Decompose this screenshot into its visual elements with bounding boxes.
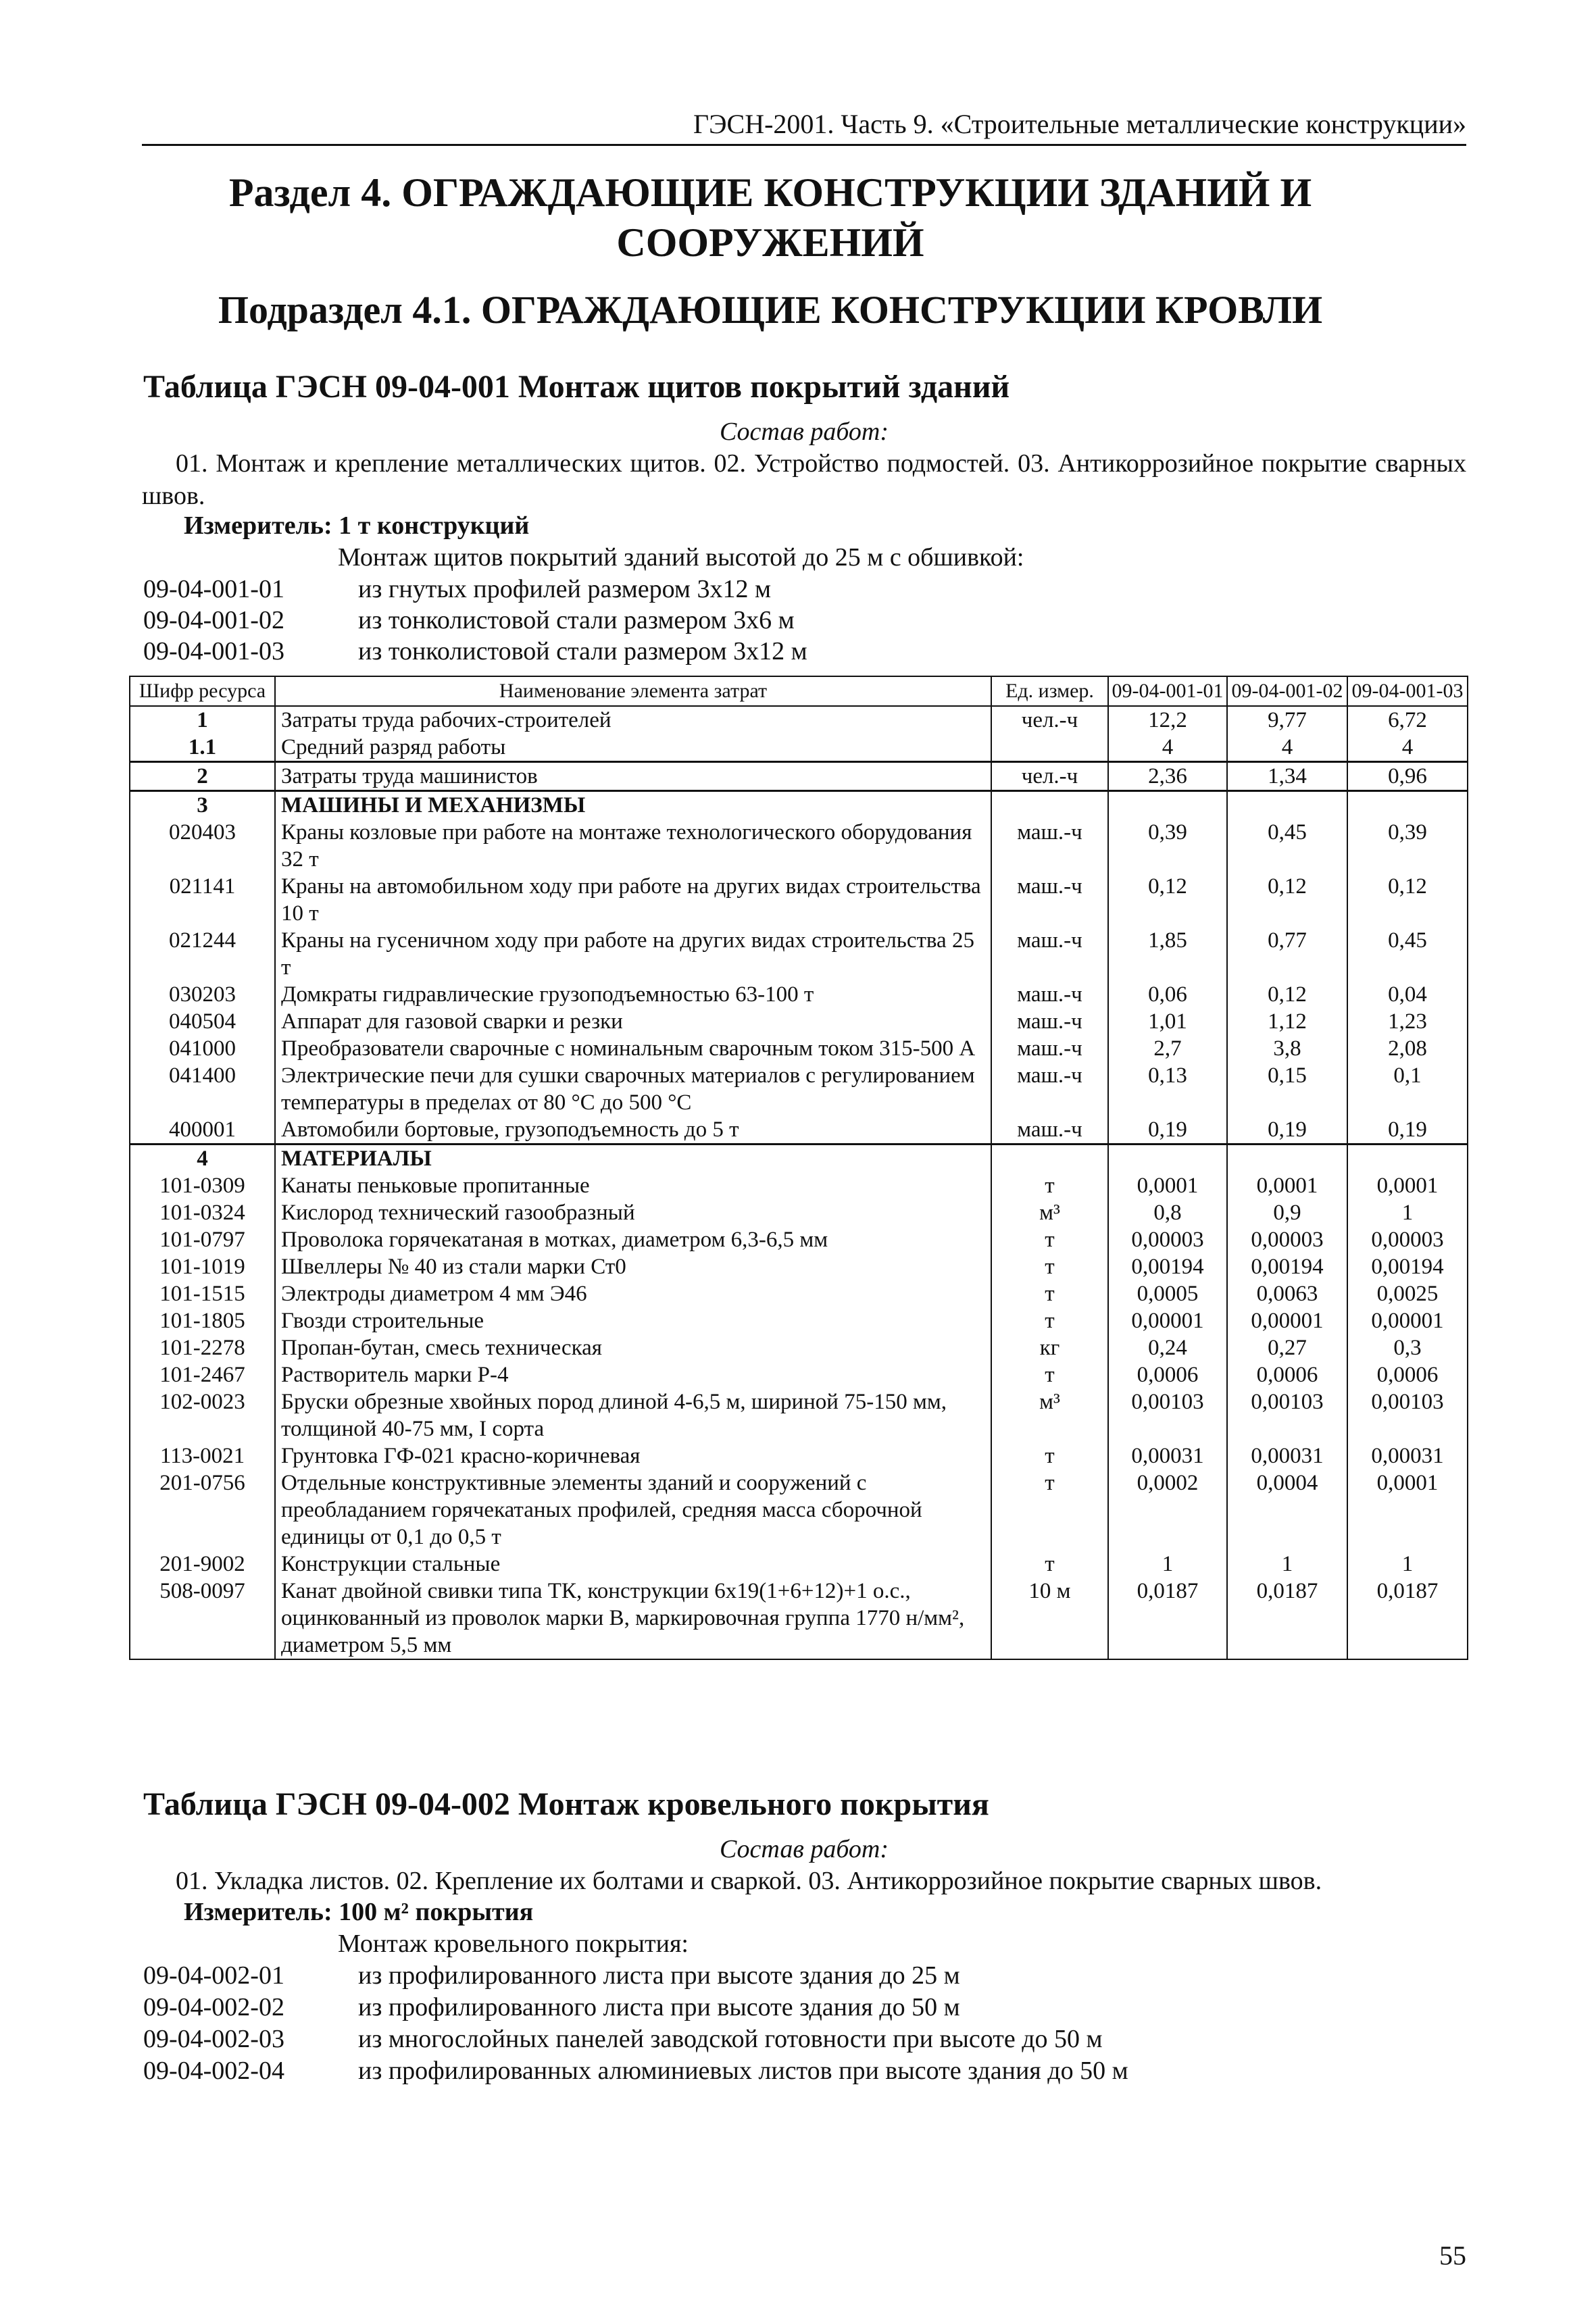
cell-name: Краны на автомобильном ходу при работе на других видах строительства 10 т (275, 873, 991, 927)
table-row (130, 1334, 1468, 1361)
cell-name: Автомобили бортовые, грузоподъемность до 5 т (275, 1116, 991, 1145)
page-number: 55 (1439, 2240, 1466, 2271)
cell-name: Растворитель марки Р-4 (275, 1361, 991, 1388)
col-header-name: Наименование элемента затрат (275, 676, 991, 706)
table-row (130, 1253, 1468, 1280)
cell-v2: 0,0006 (1227, 1361, 1347, 1388)
cell-v3 (1347, 1145, 1468, 1173)
table-row (130, 791, 1468, 820)
cell-code: 4 (130, 1145, 275, 1173)
cell-code: 101-1019 (130, 1253, 275, 1280)
cell-unit: маш.-ч (991, 1008, 1108, 1035)
cell-v2: 4 (1227, 734, 1347, 762)
cell-unit: т (991, 1307, 1108, 1334)
cell-v2 (1227, 791, 1347, 820)
cell-unit: т (991, 1442, 1108, 1469)
table1-variant (143, 574, 771, 604)
cell-v1: 0,00001 (1108, 1307, 1227, 1334)
cell-v3: 0,19 (1347, 1116, 1468, 1145)
table1-title: Таблица ГЭСН 09-04-001 Монтаж щитов покрытий зданий (143, 369, 1010, 405)
table-row (130, 981, 1468, 1008)
cell-v2: 0,0004 (1227, 1469, 1347, 1551)
cell-v2: 0,0001 (1227, 1172, 1347, 1199)
cell-v3: 0,0001 (1347, 1172, 1468, 1199)
cell-v2: 0,00001 (1227, 1307, 1347, 1334)
cell-v1: 0,00003 (1108, 1226, 1227, 1253)
cell-code: 101-1515 (130, 1280, 275, 1307)
variant-code: 09-04-001-03 (143, 637, 284, 665)
table1-variant (143, 605, 795, 635)
section-title-line1: Раздел 4. ОГРАЖДАЮЩИЕ КОНСТРУКЦИИ ЗДАНИЙ И (228, 170, 1312, 215)
cell-unit: кг (991, 1334, 1108, 1361)
cell-v1 (1108, 791, 1227, 820)
cell-v2: 0,27 (1227, 1334, 1347, 1361)
cell-name: Краны козловые при работе на монтаже технологического оборудования 32 т (275, 819, 991, 873)
cell-v3: 0,0187 (1347, 1578, 1468, 1659)
cell-v3: 0,3 (1347, 1334, 1468, 1361)
cell-v2: 0,9 (1227, 1199, 1347, 1226)
cell-name: Проволока горячекатаная в мотках, диаметром 6,3-6,5 мм (275, 1226, 991, 1253)
table-row (130, 1199, 1468, 1226)
cell-name: Гвозди строительные (275, 1307, 991, 1334)
cell-unit: маш.-ч (991, 819, 1108, 873)
table2-variant (143, 2056, 1128, 2086)
cell-name: Конструкции стальные (275, 1551, 991, 1578)
cell-v2: 0,0063 (1227, 1280, 1347, 1307)
cell-name: Бруски обрезные хвойных пород длиной 4-6,5 м, шириной 75-150 мм, толщиной 40-75 мм, I сорта (275, 1388, 991, 1442)
cell-code: 021141 (130, 873, 275, 927)
cell-code: 113-0021 (130, 1442, 275, 1469)
cell-name: Затраты труда машинистов (275, 762, 991, 791)
cell-name: Грунтовка ГФ-021 красно-коричневая (275, 1442, 991, 1469)
table2-work-text: 01. Укладка листов. 02. Крепление их болтами и сваркой. 03. Антикоррозийное покрытие сварных швов. (176, 1867, 1322, 1895)
cell-unit: т (991, 1280, 1108, 1307)
cell-code: 101-0309 (130, 1172, 275, 1199)
cell-v1: 12,2 (1108, 706, 1227, 734)
cell-code: 201-9002 (130, 1551, 275, 1578)
cell-v2: 0,19 (1227, 1116, 1347, 1145)
cell-v1: 0,00031 (1108, 1442, 1227, 1469)
variant-code: 09-04-001-01 (143, 575, 284, 603)
cell-code: 102-0023 (130, 1388, 275, 1442)
cell-code: 101-2278 (130, 1334, 275, 1361)
cell-v2: 9,77 (1227, 706, 1347, 734)
cell-v3: 0,04 (1347, 981, 1468, 1008)
cell-unit: м³ (991, 1388, 1108, 1442)
cell-unit: маш.-ч (991, 1062, 1108, 1116)
variant-text: из профилированных алюминиевых листов при высоте здания до 50 м (358, 2057, 1128, 2085)
cell-unit: чел.-ч (991, 706, 1108, 734)
cell-unit: т (991, 1469, 1108, 1551)
cell-v3: 0,0006 (1347, 1361, 1468, 1388)
variant-text: из тонколистовой стали размером 3х12 м (358, 637, 807, 665)
cell-v2: 0,45 (1227, 819, 1347, 873)
cell-name: Электрические печи для сушки сварочных материалов с регулированием температуры в пределах от 80 °С до 500 °С (275, 1062, 991, 1116)
cell-v1: 0,13 (1108, 1062, 1227, 1116)
cell-code: 1.1 (130, 734, 275, 762)
variant-code: 09-04-002-04 (143, 2057, 284, 2085)
variant-text: из профилированного листа при высоте здания до 50 м (358, 1993, 960, 2021)
table1-variant (143, 636, 807, 666)
cell-v2: 0,12 (1227, 873, 1347, 927)
cell-v2 (1227, 1145, 1347, 1173)
cell-v3: 0,00194 (1347, 1253, 1468, 1280)
cell-v1: 0,0001 (1108, 1172, 1227, 1199)
cell-v3: 4 (1347, 734, 1468, 762)
cell-v2: 0,00194 (1227, 1253, 1347, 1280)
cell-code: 400001 (130, 1116, 275, 1145)
cell-v1: 0,06 (1108, 981, 1227, 1008)
cell-v2: 0,00031 (1227, 1442, 1347, 1469)
table-row (130, 706, 1468, 734)
cell-unit (991, 1145, 1108, 1173)
variant-code: 09-04-001-02 (143, 606, 284, 634)
cell-name: МАШИНЫ И МЕХАНИЗМЫ (275, 791, 991, 820)
cell-v1: 1,01 (1108, 1008, 1227, 1035)
table-row (130, 1226, 1468, 1253)
cell-v3: 0,00001 (1347, 1307, 1468, 1334)
cell-v1: 0,8 (1108, 1199, 1227, 1226)
table-row (130, 1062, 1468, 1116)
cell-unit: м³ (991, 1199, 1108, 1226)
cell-v1: 0,0187 (1108, 1578, 1227, 1659)
table-row (130, 1307, 1468, 1334)
col-header-v3: 09-04-001-03 (1347, 676, 1468, 706)
table1-work-text: 01. Монтаж и крепление металлических щитов. 02. Устройство подмостей. 03. Антикоррозийное покрытие сварных швов. (142, 449, 1466, 510)
cell-unit (991, 791, 1108, 820)
cell-v1: 4 (1108, 734, 1227, 762)
cell-v3: 0,12 (1347, 873, 1468, 927)
cell-v1: 0,24 (1108, 1334, 1227, 1361)
cell-unit (991, 734, 1108, 762)
variant-text: из тонколистовой стали размером 3х6 м (358, 606, 795, 634)
cell-v3: 0,0001 (1347, 1469, 1468, 1551)
cell-name: Канат двойной свивки типа ТК, конструкции 6х19(1+6+12)+1 о.с., оцинкованный из проволок марки В, маркировочная группа 1770 н/мм², диаметром 5,5 мм (275, 1578, 991, 1659)
col-header-unit: Ед. измер. (991, 676, 1108, 706)
cell-name: Затраты труда рабочих-строителей (275, 706, 991, 734)
table2-variant (143, 1961, 960, 1990)
table-row (130, 1388, 1468, 1442)
cell-v2: 1,34 (1227, 762, 1347, 791)
table-row (130, 1469, 1468, 1551)
cell-unit: маш.-ч (991, 1035, 1108, 1062)
cell-code: 040504 (130, 1008, 275, 1035)
cell-unit: 10 м (991, 1578, 1108, 1659)
cell-v3: 0,96 (1347, 762, 1468, 791)
cell-v3 (1347, 791, 1468, 820)
cell-code: 020403 (130, 819, 275, 873)
cell-v2: 1 (1227, 1551, 1347, 1578)
cell-name: Домкраты гидравлические грузоподъемностью 63-100 т (275, 981, 991, 1008)
table2-variant (143, 1992, 960, 2022)
cell-name: МАТЕРИАЛЫ (275, 1145, 991, 1173)
cell-code: 101-1805 (130, 1307, 275, 1334)
cell-v1: 0,0006 (1108, 1361, 1227, 1388)
cell-unit: т (991, 1172, 1108, 1199)
running-header: ГЭСН-2001. Часть 9. «Строительные металлические конструкции» (142, 108, 1466, 146)
table1-measure: Измеритель: 1 т конструкций (184, 511, 530, 540)
variant-code: 09-04-002-02 (143, 1993, 284, 2021)
table2-sostav-label: Состав работ: (719, 1835, 889, 1863)
table-row (130, 1280, 1468, 1307)
col-header-v1: 09-04-001-01 (1108, 676, 1227, 706)
cell-code: 021244 (130, 927, 275, 981)
cell-name: Электроды диаметром 4 мм Э46 (275, 1280, 991, 1307)
cell-code: 030203 (130, 981, 275, 1008)
table2-intro: Монтаж кровельного покрытия: (338, 1930, 689, 1958)
table-row (130, 1361, 1468, 1388)
cell-code: 041000 (130, 1035, 275, 1062)
cell-code: 1 (130, 706, 275, 734)
cell-code: 201-0756 (130, 1469, 275, 1551)
cell-v1 (1108, 1145, 1227, 1173)
cell-v1: 2,36 (1108, 762, 1227, 791)
table-row (130, 734, 1468, 762)
variant-text: из гнутых профилей размером 3х12 м (358, 575, 771, 603)
cell-v2: 0,12 (1227, 981, 1347, 1008)
resource-table (129, 676, 1468, 1660)
table-row (130, 1172, 1468, 1199)
cell-v2: 1,12 (1227, 1008, 1347, 1035)
col-header-v2: 09-04-001-02 (1227, 676, 1347, 706)
table-row (130, 1008, 1468, 1035)
table2-measure: Измеритель: 100 м² покрытия (184, 1898, 534, 1926)
table1-intro: Монтаж щитов покрытий зданий высотой до 25 м с обшивкой: (338, 543, 1024, 572)
table-header-row (130, 676, 1468, 706)
cell-code: 508-0097 (130, 1578, 275, 1659)
cell-v1: 2,7 (1108, 1035, 1227, 1062)
table2-variant (143, 2024, 1103, 2054)
variant-code: 09-04-002-01 (143, 1961, 284, 1990)
table-row (130, 1035, 1468, 1062)
table-row (130, 1551, 1468, 1578)
cell-v1: 0,39 (1108, 819, 1227, 873)
cell-name: Краны на гусеничном ходу при работе на других видах строительства 25 т (275, 927, 991, 981)
cell-v2: 0,77 (1227, 927, 1347, 981)
cell-unit: т (991, 1551, 1108, 1578)
cell-code: 101-2467 (130, 1361, 275, 1388)
cell-v3: 0,0025 (1347, 1280, 1468, 1307)
cell-name: Преобразователи сварочные с номинальным сварочным током 315-500 А (275, 1035, 991, 1062)
cell-v1: 0,00103 (1108, 1388, 1227, 1442)
cell-unit: т (991, 1361, 1108, 1388)
cell-code: 101-0797 (130, 1226, 275, 1253)
cell-code: 2 (130, 762, 275, 791)
section-title (203, 168, 1338, 268)
cell-unit: т (991, 1253, 1108, 1280)
cell-v3: 0,1 (1347, 1062, 1468, 1116)
cell-name: Отдельные конструктивные элементы зданий и сооружений с преобладанием горячекатаных профилей, средняя масса сборочной единицы от 0,1 до 0,5 т (275, 1469, 991, 1551)
cell-v1: 0,00194 (1108, 1253, 1227, 1280)
table-row (130, 873, 1468, 927)
cell-v3: 1 (1347, 1551, 1468, 1578)
table1-sostav-label: Состав работ: (719, 418, 889, 446)
cell-v3: 1 (1347, 1199, 1468, 1226)
cell-v3: 0,00103 (1347, 1388, 1468, 1442)
table-row (130, 1578, 1468, 1659)
resource-table-body (130, 706, 1468, 1659)
variant-text: из профилированного листа при высоте здания до 25 м (358, 1961, 960, 1990)
cell-unit: маш.-ч (991, 873, 1108, 927)
cell-unit: маш.-ч (991, 981, 1108, 1008)
cell-v1: 1,85 (1108, 927, 1227, 981)
table-row (130, 1145, 1468, 1173)
cell-v3: 6,72 (1347, 706, 1468, 734)
cell-name: Канаты пеньковые пропитанные (275, 1172, 991, 1199)
table2-title: Таблица ГЭСН 09-04-002 Монтаж кровельного покрытия (143, 1786, 989, 1822)
table-row (130, 927, 1468, 981)
table-row (130, 819, 1468, 873)
table-row (130, 1442, 1468, 1469)
cell-code: 3 (130, 791, 275, 820)
cell-v3: 0,00003 (1347, 1226, 1468, 1253)
cell-v3: 0,45 (1347, 927, 1468, 981)
cell-unit: маш.-ч (991, 1116, 1108, 1145)
cell-v2: 0,15 (1227, 1062, 1347, 1116)
cell-name: Аппарат для газовой сварки и резки (275, 1008, 991, 1035)
cell-v2: 0,0187 (1227, 1578, 1347, 1659)
col-header-code: Шифр ресурса (130, 676, 275, 706)
cell-v3: 2,08 (1347, 1035, 1468, 1062)
cell-name: Кислород технический газообразный (275, 1199, 991, 1226)
cell-unit: маш.-ч (991, 927, 1108, 981)
cell-unit: чел.-ч (991, 762, 1108, 791)
cell-code: 101-0324 (130, 1199, 275, 1226)
cell-name: Средний разряд работы (275, 734, 991, 762)
subsection-title: Подраздел 4.1. ОГРАЖДАЮЩИЕ КОНСТРУКЦИИ КРОВЛИ (218, 288, 1323, 332)
cell-v1: 1 (1108, 1551, 1227, 1578)
cell-unit: т (991, 1226, 1108, 1253)
cell-v3: 0,39 (1347, 819, 1468, 873)
cell-v2: 0,00003 (1227, 1226, 1347, 1253)
variant-text: из многослойных панелей заводской готовности при высоте до 50 м (358, 2025, 1103, 2053)
section-title-line2: СООРУЖЕНИЙ (616, 220, 924, 265)
cell-name: Пропан-бутан, смесь техническая (275, 1334, 991, 1361)
table-row (130, 1116, 1468, 1145)
cell-v3: 0,00031 (1347, 1442, 1468, 1469)
cell-name: Швеллеры № 40 из стали марки Ст0 (275, 1253, 991, 1280)
cell-v3: 1,23 (1347, 1008, 1468, 1035)
variant-code: 09-04-002-03 (143, 2025, 284, 2053)
cell-v2: 0,00103 (1227, 1388, 1347, 1442)
cell-v1: 0,19 (1108, 1116, 1227, 1145)
cell-v2: 3,8 (1227, 1035, 1347, 1062)
table-row (130, 762, 1468, 791)
cell-v1: 0,0002 (1108, 1469, 1227, 1551)
cell-v1: 0,12 (1108, 873, 1227, 927)
cell-v1: 0,0005 (1108, 1280, 1227, 1307)
cell-code: 041400 (130, 1062, 275, 1116)
